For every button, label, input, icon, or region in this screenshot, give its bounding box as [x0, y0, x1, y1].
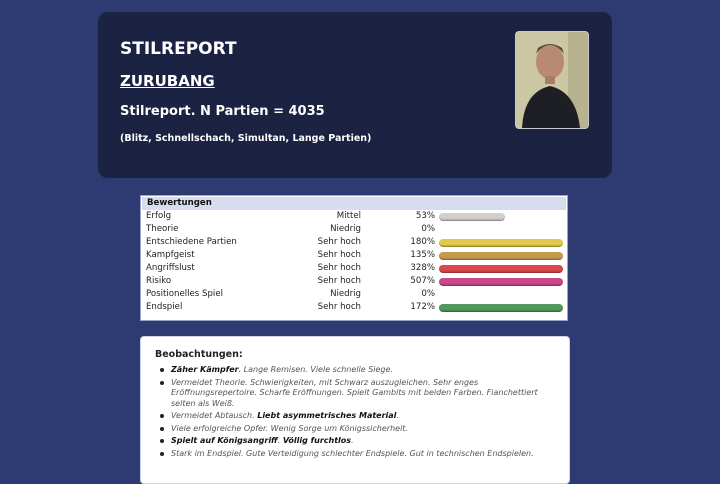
- observation-emphasis: Liebt asymmetrisches Material: [257, 411, 397, 420]
- rating-percent: 0%: [421, 289, 435, 299]
- report-title: STILREPORT: [120, 39, 237, 59]
- observation-text: .: [396, 411, 399, 420]
- rating-row: [141, 210, 567, 223]
- rating-bar: [439, 278, 563, 286]
- rating-level: Sehr hoch: [317, 250, 361, 260]
- observation-text: . Lange Remisen. Viele schnelle Siege.: [238, 365, 393, 374]
- rating-level: Sehr hoch: [317, 263, 361, 273]
- observation-item: [171, 436, 551, 447]
- rating-name: Positionelles Spiel: [146, 289, 223, 299]
- observation-item: [171, 365, 551, 376]
- observation-text: Stark im Endspiel. Gute Verteidigung schlechter Endspiele. Gut in technischen Endspielen.: [171, 448, 534, 458]
- rating-level: Niedrig: [330, 224, 361, 234]
- rating-level: Sehr hoch: [317, 237, 361, 247]
- rating-bar: [439, 304, 563, 312]
- rating-level: Sehr hoch: [317, 276, 361, 286]
- observation-text: Viele erfolgreiche Opfer. Wenig Sorge um Königssicherheit.: [171, 423, 408, 433]
- rating-percent: 53%: [415, 211, 435, 221]
- rating-name: Entschiedene Partien: [146, 237, 237, 247]
- ratings-table: [140, 195, 568, 321]
- observation-emphasis: Völlig furchtlos: [282, 436, 352, 445]
- rating-row: [141, 223, 567, 236]
- rating-bar: [439, 213, 505, 221]
- rating-level: Mittel: [336, 211, 361, 221]
- report-header: [98, 12, 612, 178]
- rating-name: Kampfgeist: [146, 250, 195, 260]
- observation-item: [171, 449, 551, 460]
- rating-bar: [439, 252, 563, 260]
- rating-name: Angriffslust: [146, 263, 195, 273]
- rating-row: [141, 301, 567, 314]
- rating-name: Theorie: [146, 224, 179, 234]
- games-count: Stilreport. N Partien = 4035: [120, 104, 325, 119]
- player-photo: [515, 31, 589, 129]
- observation-item: [171, 411, 551, 422]
- rating-percent: 507%: [410, 276, 435, 286]
- rating-row: [141, 236, 567, 249]
- rating-row: [141, 275, 567, 288]
- rating-name: Endspiel: [146, 302, 183, 312]
- observations-list: [171, 365, 551, 461]
- observations-panel: [140, 336, 570, 484]
- observation-emphasis: Zäher Kämpfer: [171, 365, 239, 374]
- observation-item: [171, 424, 551, 435]
- rating-percent: 0%: [421, 224, 435, 234]
- rating-name: Erfolg: [146, 211, 172, 221]
- game-types: (Blitz, Schnellschach, Simultan, Lange Partien): [120, 133, 372, 144]
- rating-row: [141, 249, 567, 262]
- rating-bar: [439, 265, 563, 273]
- rating-name: Risiko: [146, 276, 172, 286]
- player-photo-image: [516, 32, 588, 128]
- rating-percent: 135%: [410, 250, 435, 260]
- observation-item: [171, 378, 551, 410]
- rating-percent: 328%: [410, 263, 435, 273]
- ratings-heading: Bewertungen: [142, 197, 566, 210]
- rating-percent: 172%: [410, 302, 435, 312]
- rating-percent: 180%: [410, 237, 435, 247]
- observation-text: .: [351, 436, 354, 445]
- observations-title: Beobachtungen:: [155, 349, 243, 360]
- observation-emphasis: Spielt auf Königsangriff: [171, 436, 278, 445]
- observation-text: Vermeidet Abtausch.: [171, 411, 258, 420]
- ratings-rows: [141, 210, 567, 314]
- observation-text: .: [277, 436, 283, 445]
- rating-row: [141, 288, 567, 301]
- rating-level: Niedrig: [330, 289, 361, 299]
- rating-row: [141, 262, 567, 275]
- rating-level: Sehr hoch: [317, 302, 361, 312]
- observation-text: Vermeidet Theorie. Schwierigkeiten, mit Schwarz auszugleichen. Sehr enges Eröffnungsrepertoire. Scharfe Eröffnungen. Spielt Gambits mit beiden Farben. Fianchettiert selten als Weiß.: [171, 377, 538, 408]
- player-name-link[interactable]: ZURUBANG: [120, 72, 215, 90]
- rating-bar: [439, 239, 563, 247]
